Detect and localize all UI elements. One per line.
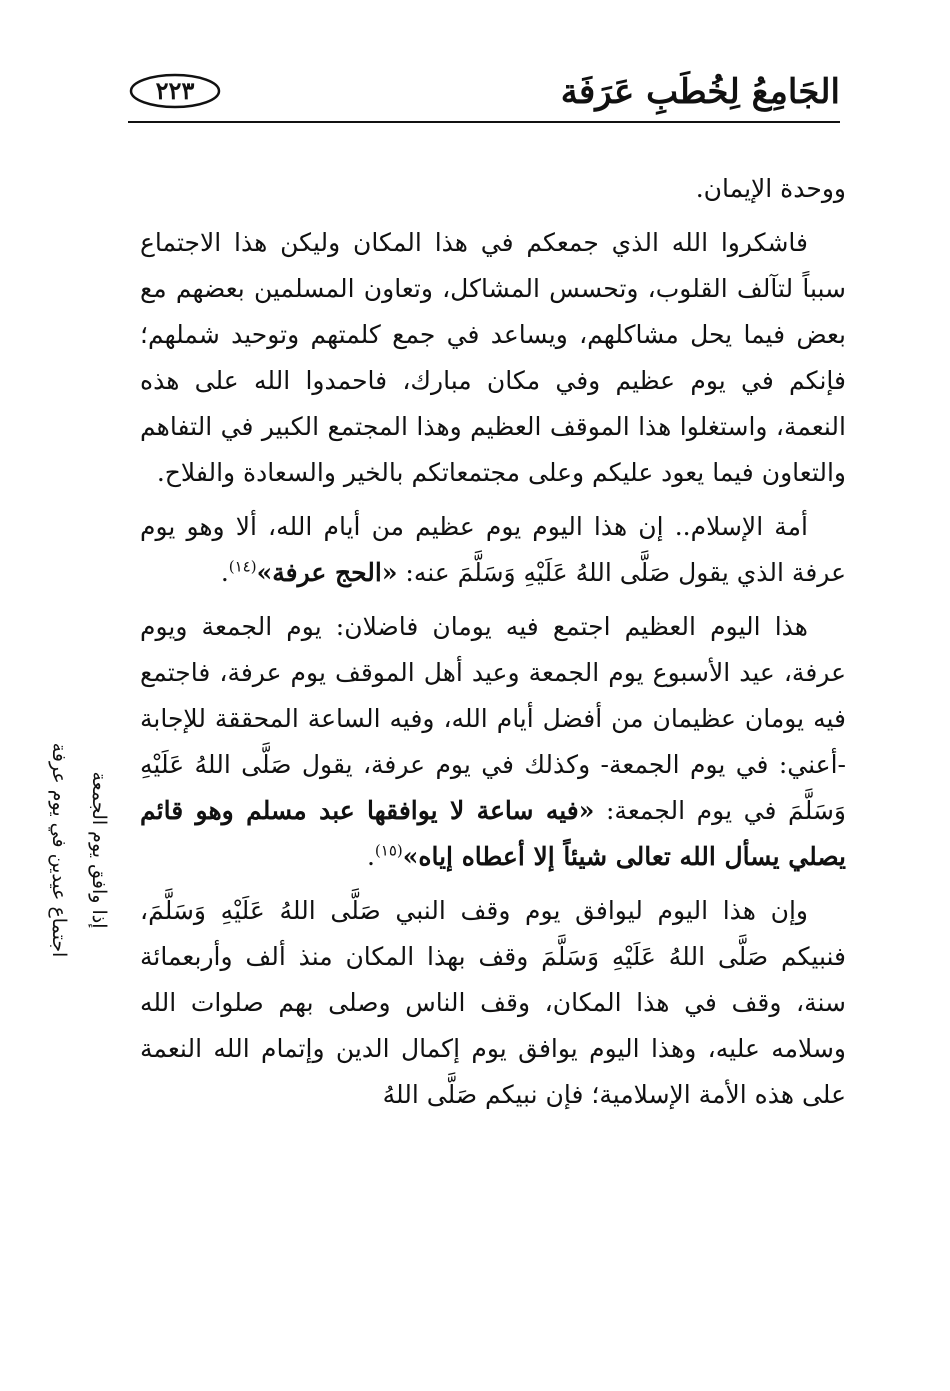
page-header: [128, 68, 840, 124]
paragraph-3: [140, 504, 846, 596]
paragraph-2: فاشكروا الله الذي جمعكم في هذا المكان وليكن هذا الاجتماع سبباً لتآلف القلوب، وتحسس المشاكل، وتعاون المسلمين بعضهم مع بعض فيما يحل مشاكلهم، ويساعد في جمع كلمتهم وتوحيد شملهم؛ فإنكم في يوم عظيم وفي مكان مبارك، فاحمدوا الله على هذه النعمة، واستغلوا هذا الموقف العظيم وهذا المجتمع الكبير في التفاهم والتعاون فيما يعود عليكم وعلى مجتمعاتكم بالخير والسعادة والفلاح.: [140, 228, 846, 487]
page-number-badge: [128, 72, 222, 110]
paragraph-3-text: أمة الإسلام.. إن هذا اليوم يوم عظيم من أيام الله، ألا وهو يوم عرفة الذي يقول صَلَّى اللهُ عَلَيْهِ وَسَلَّمَ عنه:: [140, 512, 846, 587]
paragraph-5: وإن هذا اليوم ليوافق يوم وقف النبي صَلَّى اللهُ عَلَيْهِ وَسَلَّمَ، فنبيكم صَلَّى اللهُ عَلَيْهِ وَسَلَّمَ وقف بهذا المكان منذ ألف وأربعمائة سنة، وقف في هذا المكان، وقف الناس وصلى بهم صلوات الله وسلامه عليه، وهذا اليوم يوافق يوم إكمال الدين وإتمام الله النعمة على هذه الأمة الإسلامية؛ فإن نبيكم صَلَّى اللهُ: [140, 896, 846, 1109]
hadith-quote-2: «فيه ساعة لا يوافقها عبد مسلم وهو قائم يصلي يسأل الله تعالى شيئاً إلا أعطاه إياه»: [140, 796, 846, 871]
page-number: ٢٢٣: [155, 76, 195, 105]
header-divider: [128, 121, 840, 123]
paragraph-1: ووحدة الإيمان.: [695, 174, 846, 203]
book-title: الجَامِعُ لِخُطَبِ عَرَفَة: [560, 72, 840, 112]
paragraph-4: [140, 604, 846, 880]
margin-note-line-1: اجتماع عيدين في يوم عرفة: [48, 742, 70, 958]
footnote-ref-15: (١٥): [374, 841, 403, 860]
margin-note-line-2: إذا وافق يوم الجمعة: [88, 771, 110, 929]
margin-note: [16, 700, 116, 1000]
main-text: [140, 166, 846, 1126]
paragraph-3-end: .: [220, 558, 229, 587]
paragraph-4-end: .: [366, 842, 375, 871]
footnote-ref-14: (١٤): [228, 557, 257, 576]
paragraph-4-text: هذا اليوم العظيم اجتمع فيه يومان فاضلان: يوم الجمعة ويوم عرفة، عيد الأسبوع يوم الجمعة وعيد أهل الموقف يوم عرفة، فاجتمع فيه يومان عظيمان من أفضل أيام الله، وفيه الساعة المحققة للإجابة -أعني: في يوم الجمعة- وكذلك في يوم عرفة، يقول صَلَّى اللهُ عَلَيْهِ وَسَلَّمَ في يوم الجمعة:: [140, 612, 846, 825]
hadith-quote-1: «الحج عرفة»: [256, 558, 398, 587]
